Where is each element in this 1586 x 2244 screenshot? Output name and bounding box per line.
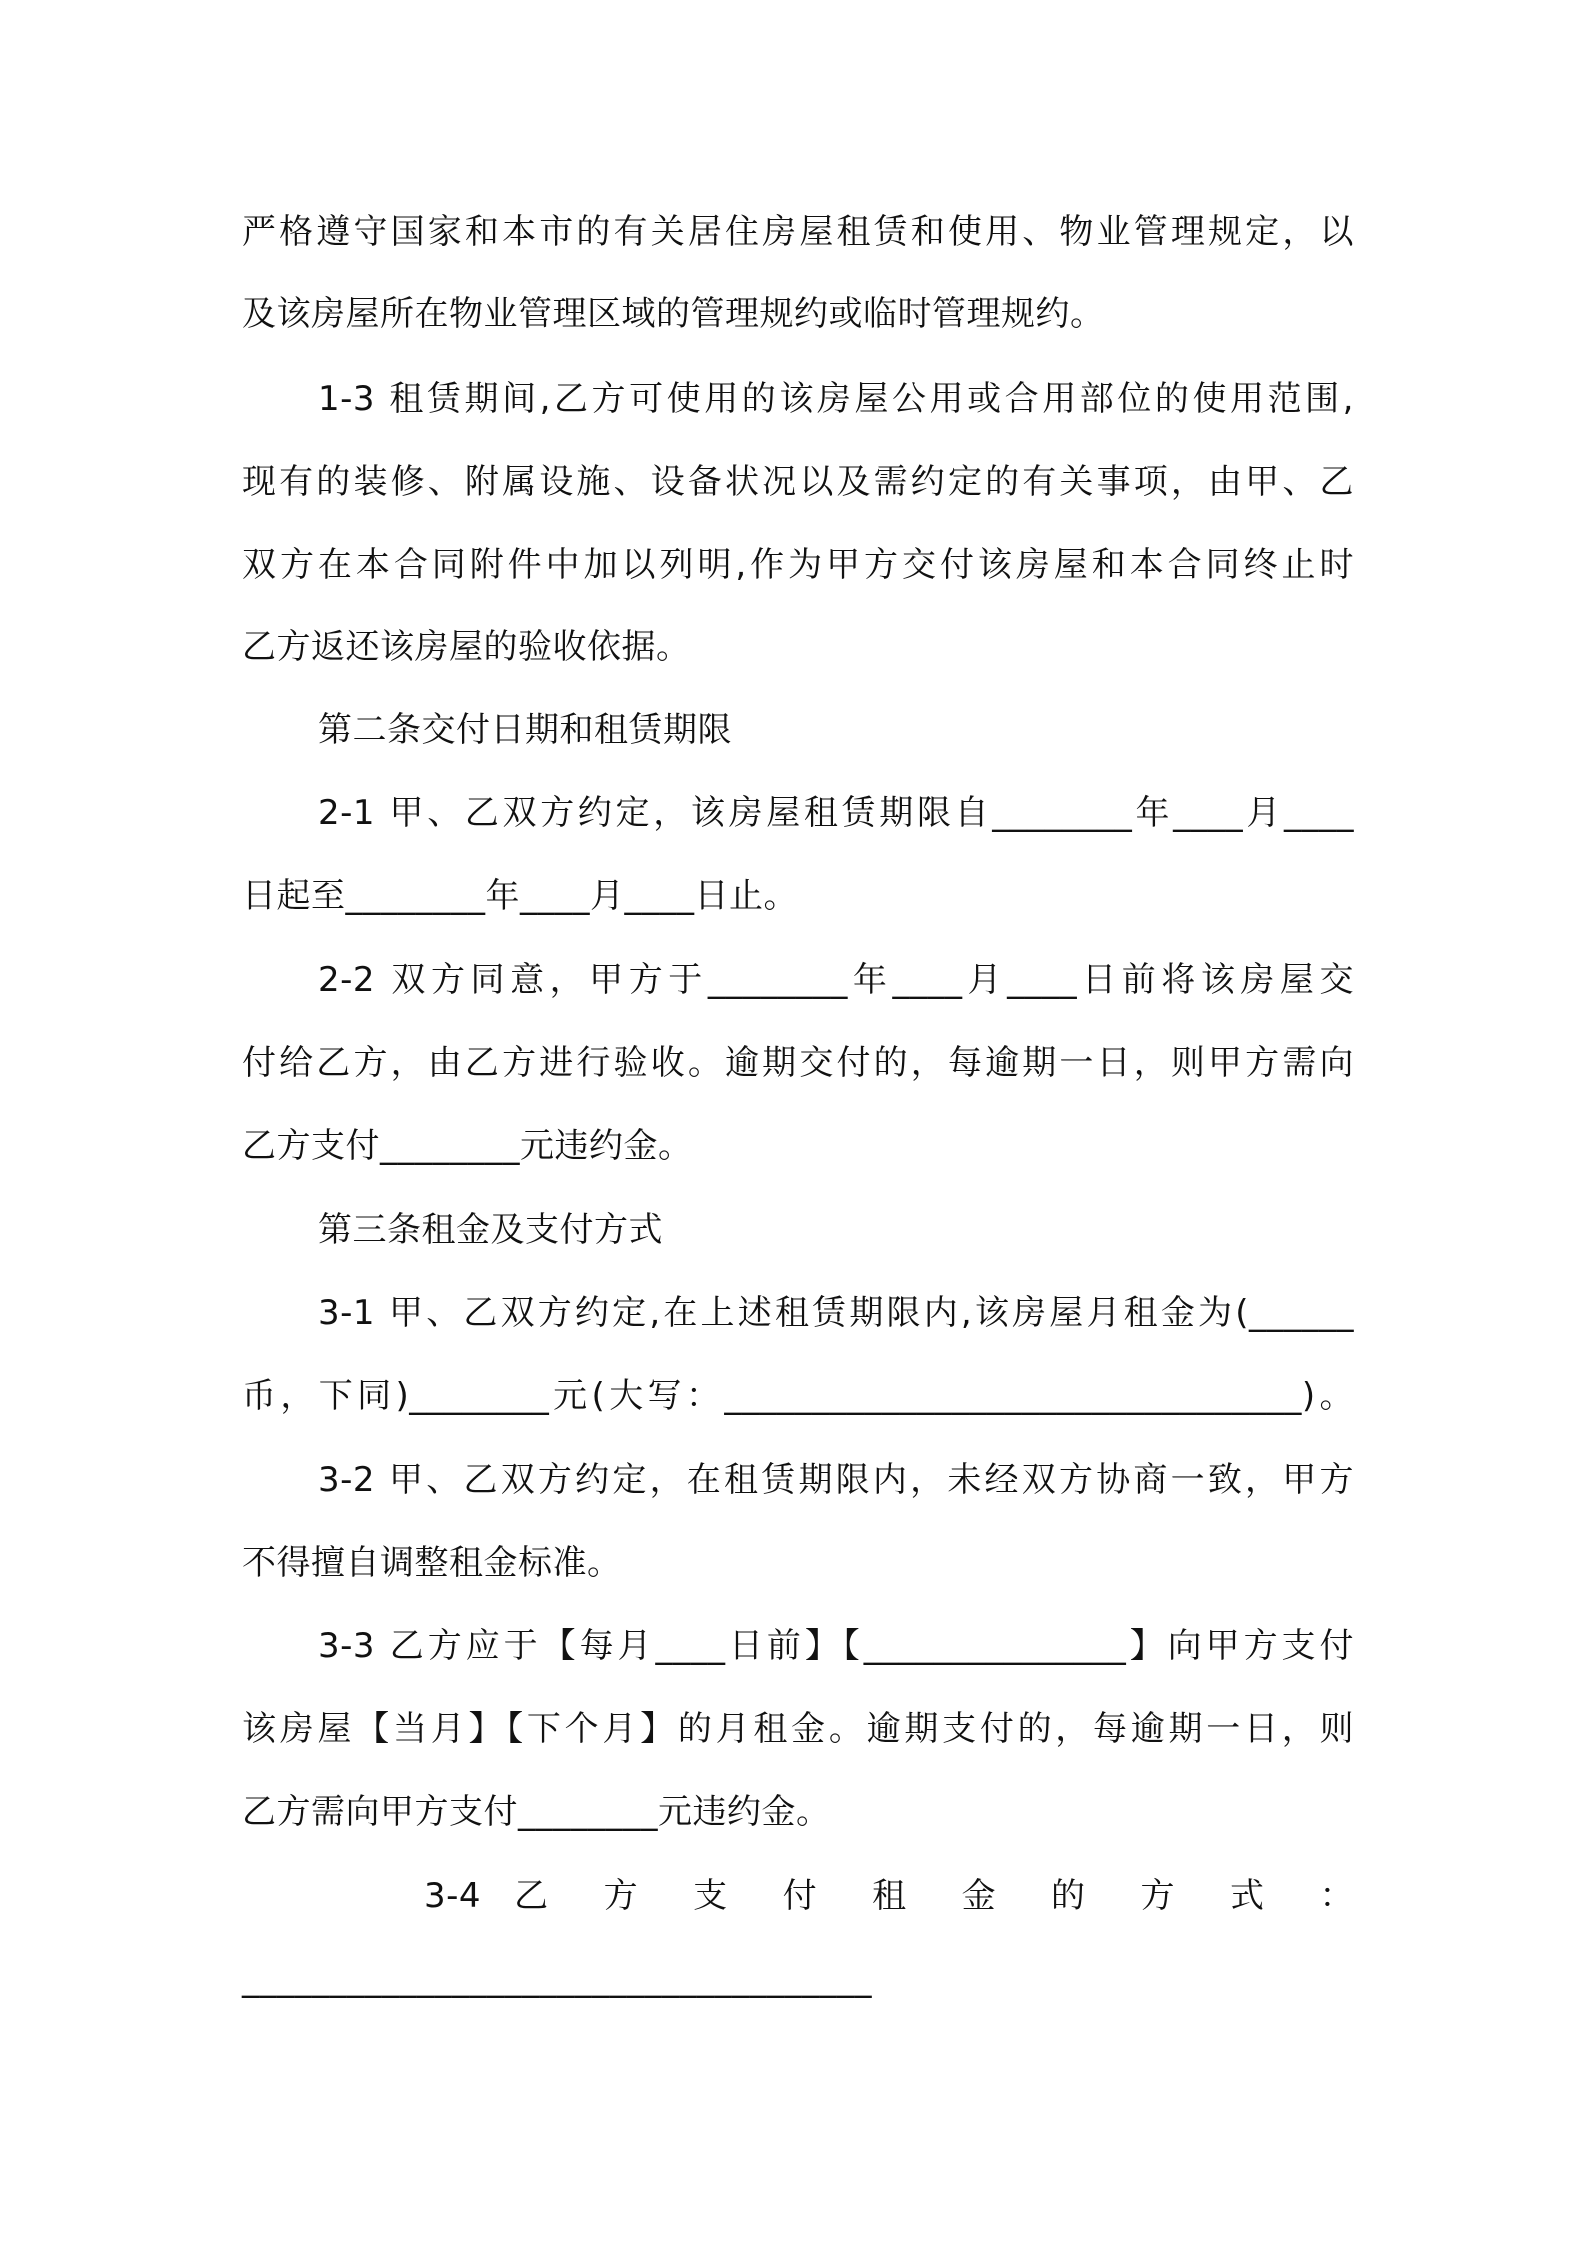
paragraph-line: 付给乙方，由乙方进行验收。逾期交付的，每逾期一日，则甲方需向 (242, 1043, 1354, 1083)
paragraph-line: 3-1 甲、乙双方约定,在上述租赁期限内,该房屋月租金为(______ (318, 1293, 1354, 1333)
paragraph-line: 1-3 租赁期间,乙方可使用的该房屋公用或合用部位的使用范围, (318, 379, 1354, 419)
paragraph-line: 币，下同)________元(大写：_________________________________)。 (242, 1376, 1354, 1416)
paragraph-line: 不得擅自调整租金标准。 (242, 1543, 622, 1583)
paragraph-line: 乙方返还该房屋的验收依据。 (242, 627, 691, 667)
paragraph-line: 乙方需向甲方支付________元违约金。 (242, 1792, 831, 1832)
section-heading: 第二条交付日期和租赁期限 (318, 710, 732, 750)
paragraph-line: 2-2 双方同意，甲方于________年____月____日前将该房屋交 (318, 960, 1354, 1000)
paragraph-line: 2-1 甲、乙双方约定，该房屋租赁期限自________年____月____ (318, 793, 1354, 833)
paragraph-line: 3-2 甲、乙双方约定，在租赁期限内，未经双方协商一致，甲方 (318, 1460, 1354, 1500)
paragraph-line: 日起至________年____月____日止。 (242, 876, 798, 916)
section-heading: 第三条租金及支付方式 (318, 1210, 663, 1250)
paragraph-line: 双方在本合同附件中加以列明,作为甲方交付该房屋和本合同终止时 (242, 545, 1354, 585)
paragraph-line: 及该房屋所在物业管理区域的管理规约或临时管理规约。 (242, 294, 1105, 334)
paragraph-line: 3-4 乙 方 支 付 租 金 的 方 式 ： (424, 1876, 1354, 1916)
paragraph-line: 严格遵守国家和本市的有关居住房屋租赁和使用、物业管理规定，以 (242, 212, 1354, 252)
paragraph-line: 现有的装修、附属设施、设备状况以及需约定的有关事项，由甲、乙 (242, 462, 1354, 502)
blank-underline: ____________________________________ (242, 1959, 872, 1999)
paragraph-line: 3-3 乙方应于【每月____日前】【_______________】向甲方支付 (318, 1626, 1354, 1666)
paragraph-line: 乙方支付________元违约金。 (242, 1126, 693, 1166)
paragraph-line: 该房屋【当月】【下个月】的月租金。逾期支付的，每逾期一日，则 (242, 1709, 1354, 1749)
